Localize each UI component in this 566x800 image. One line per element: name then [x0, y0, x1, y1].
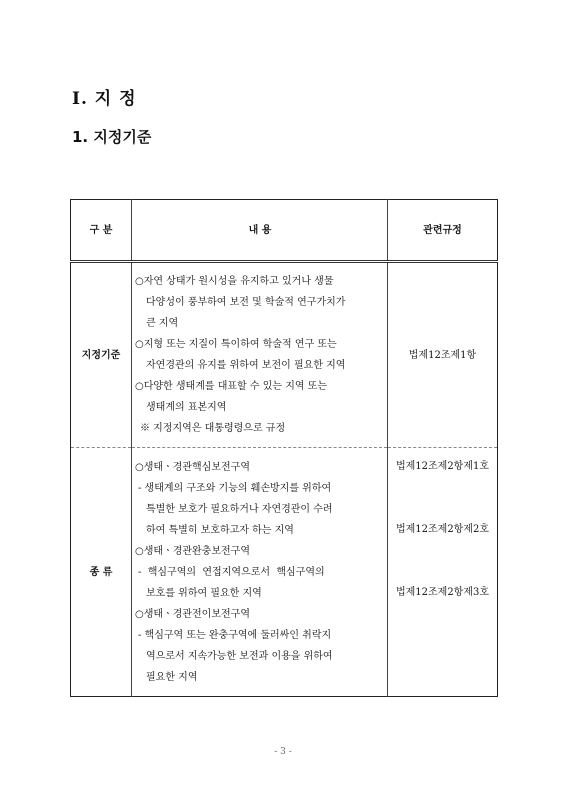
reference-text: 법제12조제2항제2호: [395, 524, 490, 535]
content-line: - 핵심구역의 연접지역으로서 핵심구역의: [138, 566, 325, 578]
reference-text: 법제12조제1항: [408, 349, 477, 361]
row-content: [132, 448, 388, 697]
reference-text: 법제12조제2항제1호: [395, 461, 490, 472]
content-line: 특별한 보호가 필요하거나 자연경관이 수려: [146, 503, 333, 515]
content-line: 필요한 지역: [146, 671, 198, 683]
content-line: 큰 지역: [146, 318, 179, 329]
content-line: ○생태ㆍ경관전이보전구역: [135, 608, 250, 620]
content-line: - 생태계의 구조와 기능의 훼손방지를 위하여: [138, 482, 332, 494]
content-note: ※ 지정지역은 대통령령으로 규정: [140, 423, 286, 434]
content-line: - 핵심구역 또는 완충구역에 둘러싸인 취락지: [138, 629, 332, 641]
reference-text: 법제12조제2항제3호: [395, 587, 490, 598]
content-line: 보호를 위하여 필요한 지역: [146, 587, 262, 599]
subsection-heading: 1. 지정기준: [72, 128, 152, 146]
section-heading: Ⅰ. 지 정: [72, 89, 137, 109]
content-line: ○생태ㆍ경관완충보전구역: [135, 545, 250, 557]
content-line: 생태계의 표본지역: [146, 402, 227, 413]
row-reference: [388, 262, 498, 448]
content-line: ○다양한 생태계를 대표할 수 있는 지역 또는: [135, 381, 328, 392]
header-content: 내 용: [132, 200, 388, 262]
content-line: 다양성이 풍부하여 보전 및 학술적 연구가치가: [146, 297, 346, 308]
criteria-table: [70, 199, 498, 697]
header-category: 구 분: [71, 200, 132, 262]
row-content: [132, 262, 388, 448]
header-reference: 관련규정: [388, 200, 498, 262]
content-line: ○자연 상태가 원시성을 유지하고 있거나 생물: [135, 276, 334, 287]
table-header-row: [71, 200, 498, 262]
content-line: 자연경관의 유지를 위하여 보전이 필요한 지역: [146, 360, 346, 371]
content-line: ○생태ㆍ경관핵심보전구역: [135, 461, 250, 473]
content-line: 역으로서 지속가능한 보전과 이용을 위하여: [146, 650, 333, 662]
table-row: [71, 262, 498, 448]
row-reference: [388, 448, 498, 697]
row-category: 종 류: [71, 448, 132, 697]
content-line: 하여 특별히 보호하고자 하는 지역: [146, 524, 294, 536]
page-number: - 3 -: [274, 747, 292, 757]
content-line: ○지형 또는 지질이 특이하여 학술적 연구 또는: [135, 339, 337, 350]
row-category: 지정기준: [71, 262, 132, 448]
table-row: [71, 448, 498, 697]
